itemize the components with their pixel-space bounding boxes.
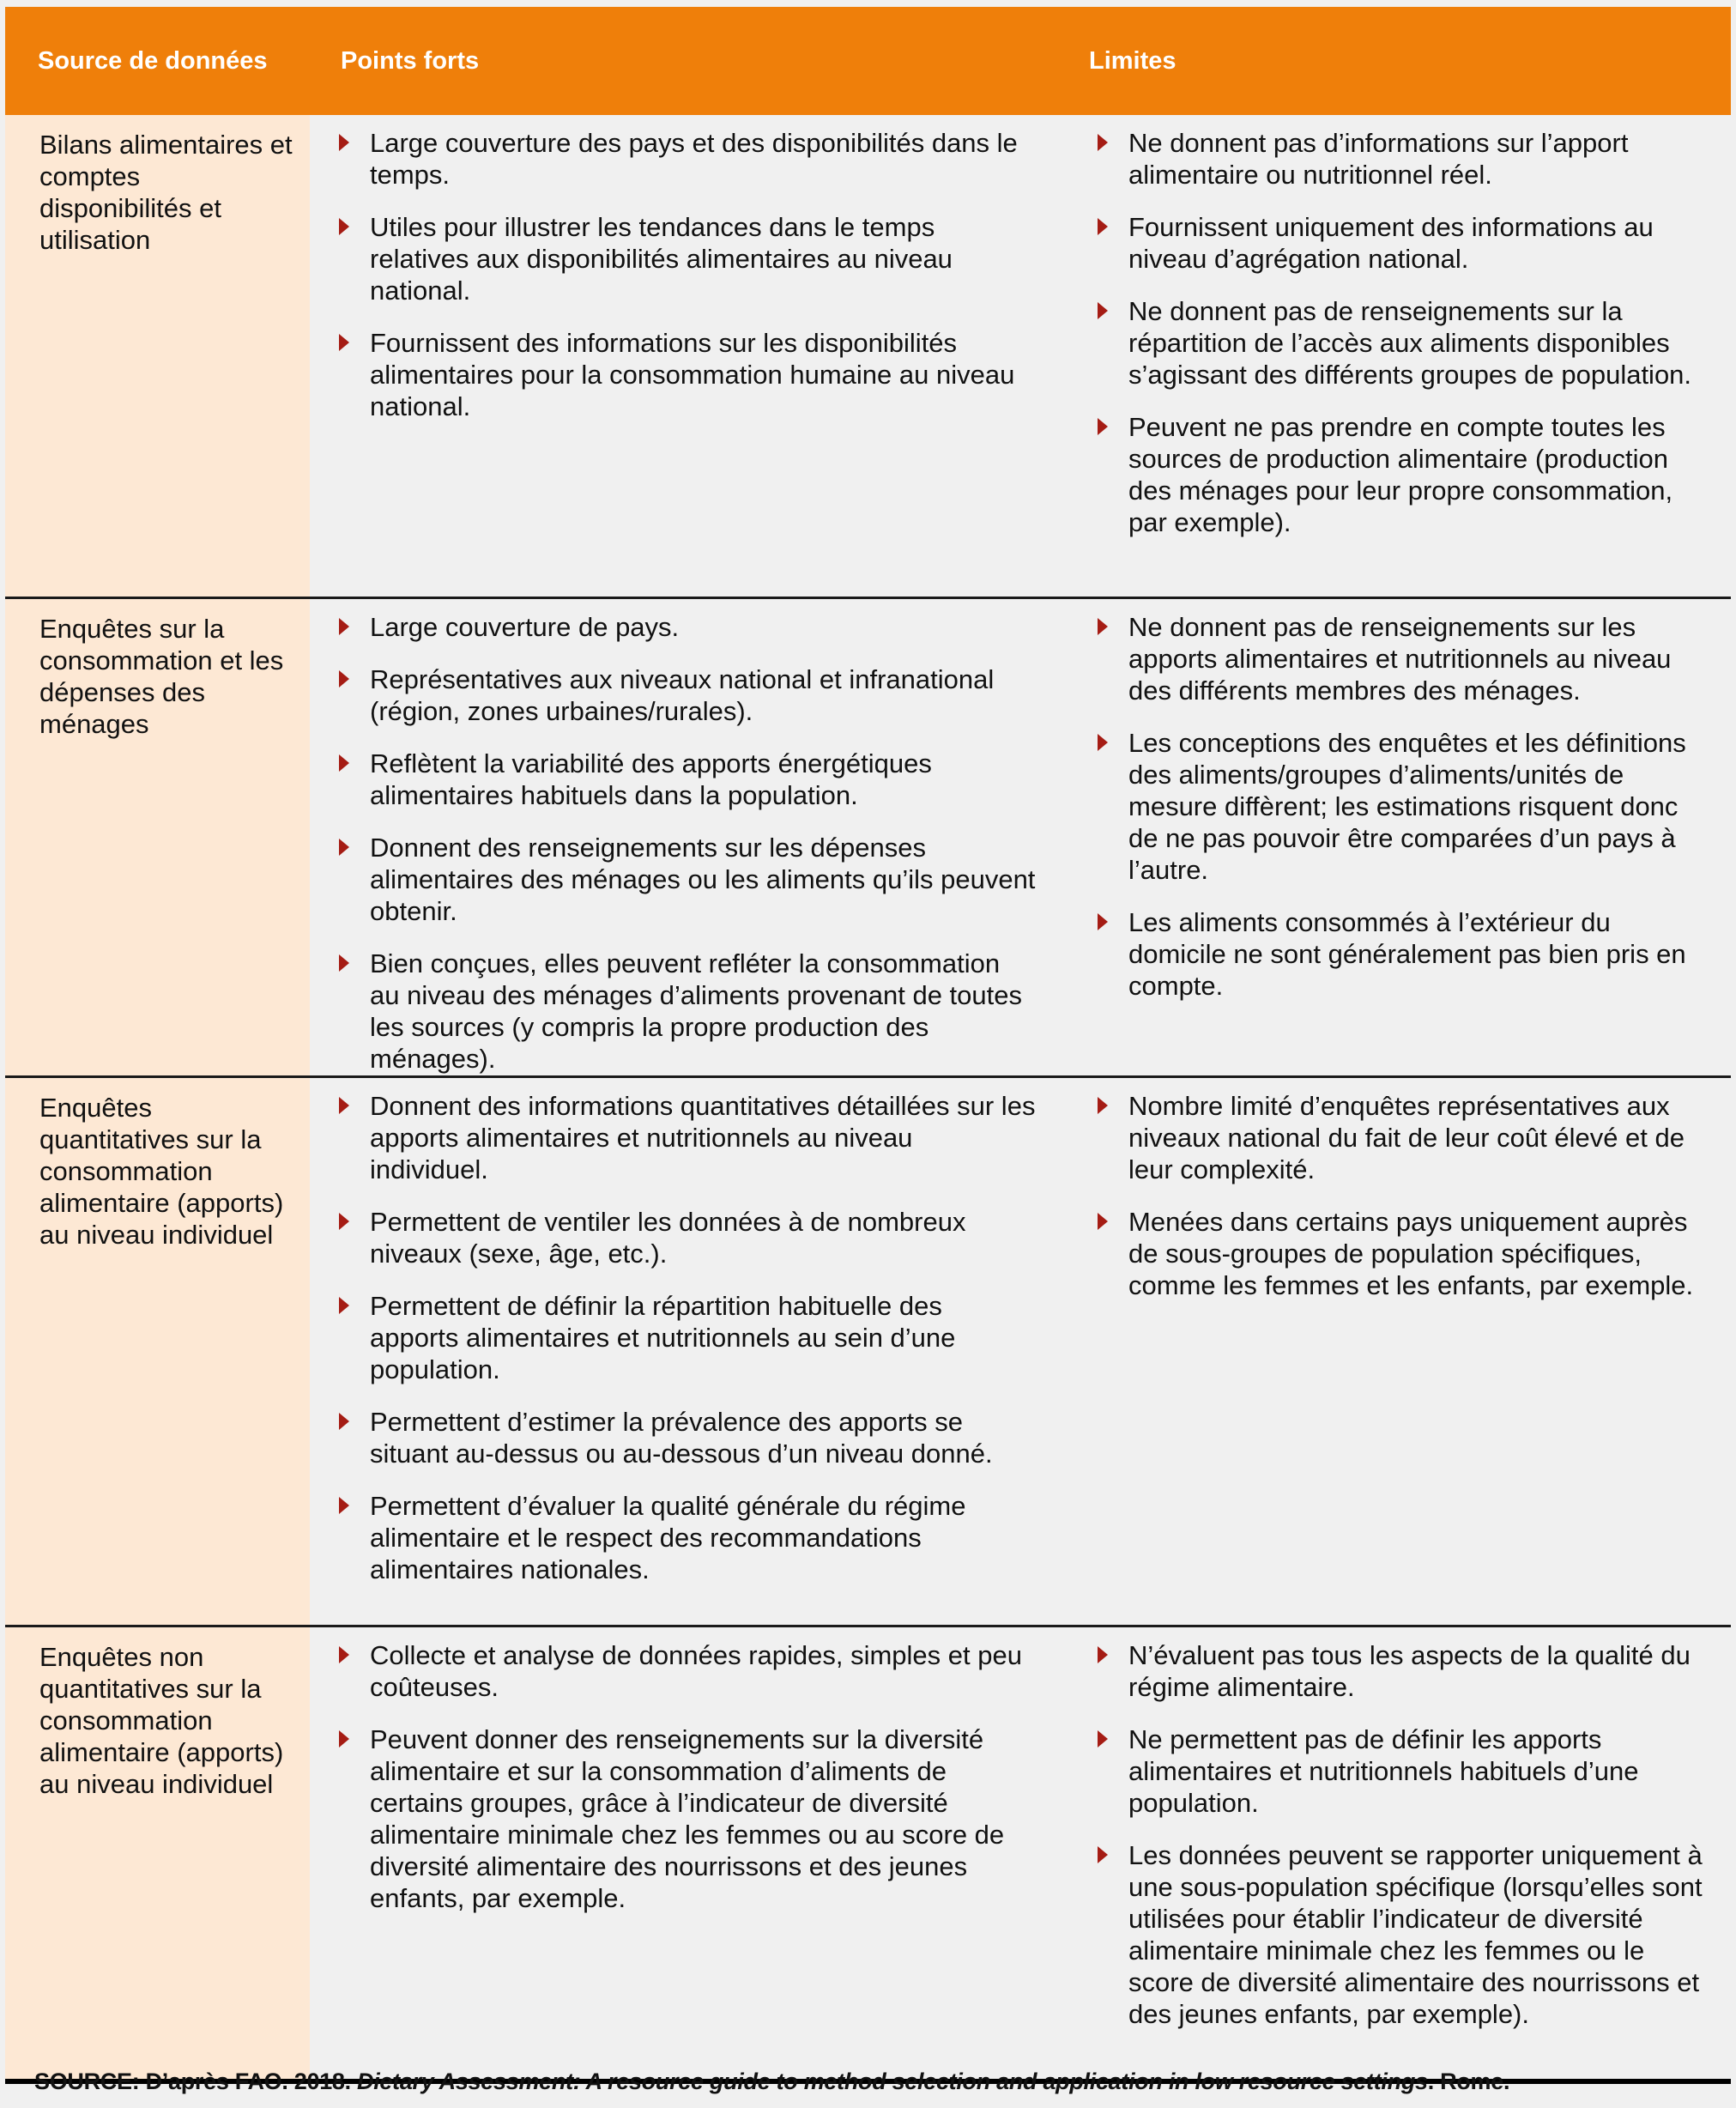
list-item-text: Permettent de ventiler les données à de nombreux niveaux (sexe, âge, etc.). [370, 1207, 966, 1269]
list-item [337, 327, 1036, 422]
list-item [1096, 1723, 1714, 1819]
list-item-text: Ne donnent pas d’informations sur l’apport alimentaire ou nutritionnel réel. [1128, 128, 1629, 190]
bullet-arrow-icon [1098, 1846, 1108, 1863]
limites-cell [1053, 115, 1731, 597]
bullet-arrow-icon [1098, 302, 1108, 319]
forts-list [337, 1090, 1036, 1585]
list-item [337, 1723, 1036, 1914]
table-header [5, 7, 1731, 115]
bullet-arrow-icon [1098, 913, 1108, 930]
bullet-arrow-icon [339, 954, 349, 972]
bullet-arrow-icon [1098, 1097, 1108, 1114]
header-points-forts: Points forts [341, 46, 480, 75]
list-item [337, 663, 1036, 727]
table-row [5, 1078, 1731, 1627]
bullet-arrow-icon [339, 1646, 349, 1663]
bullet-arrow-icon [339, 1413, 349, 1430]
bullet-arrow-icon [1098, 134, 1108, 151]
list-item-text: Large couverture des pays et des disponibilités dans le temps. [370, 128, 1018, 190]
source-note [34, 2069, 1509, 2095]
list-item [337, 127, 1036, 191]
list-item [337, 1406, 1036, 1469]
list-item [337, 748, 1036, 811]
header-source: Source de données [38, 46, 268, 75]
list-item [1096, 127, 1714, 191]
list-item [337, 1290, 1036, 1385]
data-sources-table [5, 7, 1731, 2084]
list-item [337, 832, 1036, 927]
points-forts-cell [310, 1078, 1053, 1625]
points-forts-cell [310, 599, 1053, 1075]
list-item-text: Les conceptions des enquêtes et les définitions des aliments/groupes d’aliments/unités de mesure diffèrent; les estimations risquent donc de ne pas pouvoir être comparées d’un pays à l’autre. [1128, 728, 1686, 885]
source-note-prefix: SOURCE: D’après FAO. 2018. [34, 2069, 358, 2094]
list-item [1096, 1639, 1714, 1703]
list-item-text: Menées dans certains pays uniquement auprès de sous-groupes de population spécifiques, comme les femmes et les enfants, par exemple. [1128, 1207, 1694, 1300]
source-cell: Bilans alimentaires et comptes disponibilités et utilisation [5, 115, 310, 597]
list-item-text: Permettent de définir la répartition habituelle des apports alimentaires et nutritionnels au sein d’une population. [370, 1291, 956, 1384]
limites-list [1096, 127, 1714, 538]
forts-list [337, 127, 1036, 422]
forts-list [337, 1639, 1036, 1914]
bullet-arrow-icon [339, 134, 349, 151]
source-cell: Enquêtes sur la consommation et les dépenses des ménages [5, 599, 310, 1075]
list-item [1096, 1090, 1714, 1185]
list-item [1096, 906, 1714, 1002]
bullet-arrow-icon [339, 618, 349, 635]
bullet-arrow-icon [1098, 1213, 1108, 1230]
list-item [1096, 411, 1714, 538]
table-row [5, 1627, 1731, 2084]
bullet-arrow-icon [1098, 1646, 1108, 1663]
forts-list [337, 611, 1036, 1075]
list-item [1096, 1839, 1714, 2030]
bullet-arrow-icon [339, 1297, 349, 1314]
list-item [337, 1490, 1036, 1585]
limites-cell [1053, 1627, 1731, 2079]
bullet-arrow-icon [339, 334, 349, 351]
list-item [1096, 211, 1714, 275]
list-item [337, 1206, 1036, 1269]
list-item-text: N’évaluent pas tous les aspects de la qualité du régime alimentaire. [1128, 1640, 1691, 1702]
source-cell: Enquêtes quantitatives sur la consommation alimentaire (apports) au niveau individuel [5, 1078, 310, 1625]
bullet-arrow-icon [1098, 218, 1108, 235]
list-item [337, 211, 1036, 306]
bullet-arrow-icon [339, 1730, 349, 1748]
bullet-arrow-icon [339, 839, 349, 856]
bullet-arrow-icon [1098, 734, 1108, 751]
list-item [337, 1639, 1036, 1703]
list-item-text: Ne permettent pas de définir les apports alimentaires et nutritionnels habituels d’une population. [1128, 1724, 1639, 1818]
limites-cell [1053, 1078, 1731, 1625]
list-item-text: Les aliments consommés à l’extérieur du domicile ne sont généralement pas bien pris en compte. [1128, 907, 1686, 1001]
limites-list [1096, 1090, 1714, 1301]
list-item-text: Bien conçues, elles peuvent refléter la consommation au niveau des ménages d’aliments provenant de toutes les sources (y compris la propre production des ménages). [370, 948, 1022, 1074]
list-item [1096, 727, 1714, 886]
limites-list [1096, 1639, 1714, 2030]
bullet-arrow-icon [339, 1213, 349, 1230]
list-item [1096, 611, 1714, 706]
list-item-text: Reflètent la variabilité des apports énergétiques alimentaires habituels dans la population. [370, 748, 932, 810]
list-item [337, 611, 1036, 643]
list-item-text: Utiles pour illustrer les tendances dans le temps relatives aux disponibilités alimentaires au niveau national. [370, 212, 953, 306]
limites-list [1096, 611, 1714, 1002]
list-item-text: Les données peuvent se rapporter uniquement à une sous-population spécifique (lorsqu’elles sont utilisées pour établir l’indicateur de diversité alimentaire minimale chez les femmes ou le score de diversité alimentaire des nourrissons et des jeunes enfants, par exemple). [1128, 1840, 1703, 2029]
list-item-text: Donnent des informations quantitatives détaillées sur les apports alimentaires et nutritionnels au niveau individuel. [370, 1091, 1036, 1184]
list-item-text: Permettent d’estimer la prévalence des apports se situant au-dessus ou au-dessous d’un niveau donné. [370, 1407, 993, 1469]
list-item-text: Collecte et analyse de données rapides, simples et peu coûteuses. [370, 1640, 1022, 1702]
limites-cell [1053, 599, 1731, 1075]
bullet-arrow-icon [1098, 1730, 1108, 1748]
list-item-text: Représentatives aux niveaux national et infranational (région, zones urbaines/rurales). [370, 664, 995, 726]
bullet-arrow-icon [1098, 618, 1108, 635]
list-item-text: Peuvent donner des renseignements sur la diversité alimentaire et sur la consommation d’aliments de certains groupes, grâce à l’indicateur de diversité alimentaire minimale chez les femmes ou au score de diversité alimentaire des nourrissons et des jeunes enfants, par exemple. [370, 1724, 1005, 1913]
list-item-text: Peuvent ne pas prendre en compte toutes les sources de production alimentaire (production des ménages pour leur propre consommation, par exemple). [1128, 412, 1673, 537]
table-row [5, 115, 1731, 599]
list-item-text: Permettent d’évaluer la qualité générale du régime alimentaire et le respect des recommandations alimentaires nationales. [370, 1491, 966, 1584]
bullet-arrow-icon [339, 670, 349, 688]
bullet-arrow-icon [339, 1097, 349, 1114]
bullet-arrow-icon [1098, 418, 1108, 435]
list-item-text: Large couverture de pays. [370, 612, 680, 642]
points-forts-cell [310, 1627, 1053, 2079]
list-item-text: Ne donnent pas de renseignements sur les apports alimentaires et nutritionnels au niveau des différents membres des ménages. [1128, 612, 1672, 706]
points-forts-cell [310, 115, 1053, 597]
list-item [337, 948, 1036, 1075]
list-item-text: Ne donnent pas de renseignements sur la répartition de l’accès aux aliments disponibles s’agissant des différents groupes de population. [1128, 296, 1692, 390]
source-note-title: Dietary Assessment: A resource guide to method selection and application in low resource settings [357, 2069, 1428, 2094]
list-item [337, 1090, 1036, 1185]
source-note-suffix: . Rome. [1427, 2069, 1510, 2094]
list-item [1096, 1206, 1714, 1301]
list-item-text: Donnent des renseignements sur les dépenses alimentaires des ménages ou les aliments qu’ils peuvent obtenir. [370, 833, 1036, 926]
list-item-text: Fournissent uniquement des informations au niveau d’agrégation national. [1128, 212, 1654, 274]
list-item [1096, 295, 1714, 391]
table-row [5, 599, 1731, 1078]
bullet-arrow-icon [339, 1497, 349, 1514]
list-item-text: Nombre limité d’enquêtes représentatives aux niveaux national du fait de leur coût élevé et de leur complexité. [1128, 1091, 1685, 1184]
bullet-arrow-icon [339, 218, 349, 235]
header-limites: Limites [1089, 46, 1176, 75]
list-item-text: Fournissent des informations sur les disponibilités alimentaires pour la consommation humaine au niveau national. [370, 328, 1015, 421]
source-cell: Enquêtes non quantitatives sur la consommation alimentaire (apports) au niveau individuel [5, 1627, 310, 2079]
bullet-arrow-icon [339, 754, 349, 772]
